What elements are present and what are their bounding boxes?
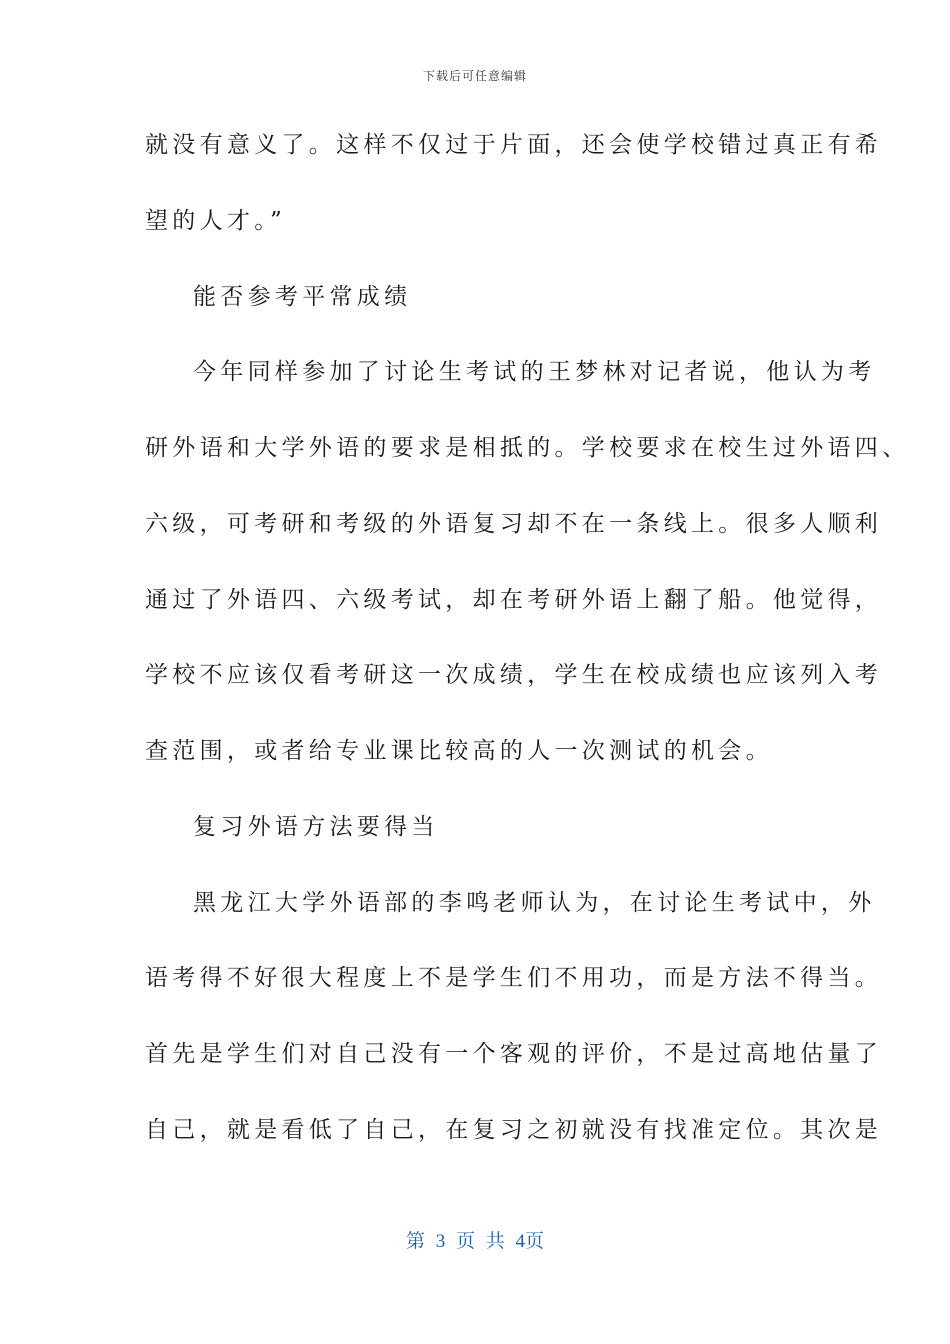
text-line: 就没有意义了。这样不仅过于片面，还会使学校错过真正有希 [145, 132, 883, 158]
text-line: 通过了外语四、六级考试，却在考研外语上翻了船。他觉得， [145, 587, 883, 613]
text-line: 六级，可考研和考级的外语复习却不在一条线上。很多人顺利 [145, 511, 883, 537]
page-footer: 第 3 页 共 4页 [405, 1231, 544, 1252]
text-line: 研外语和大学外语的要求是相抵的。学校要求在校生过外语四、 [145, 435, 910, 461]
page-header: 下载后可任意编辑 [422, 69, 527, 83]
text-line: 黑龙江大学外语部的李鸣老师认为，在讨论生考试中，外 [193, 890, 876, 916]
text-line: 首先是学生们对自己没有一个客观的评价，不是过高地估量了 [145, 1041, 883, 1067]
text-line: 今年同样参加了讨论生考试的王梦林对记者说，他认为考 [193, 359, 876, 385]
text-line: 自己，就是看低了自己，在复习之初就没有找准定位。其次是 [145, 1117, 883, 1143]
section-heading: 能否参考平常成绩 [193, 284, 412, 310]
text-line: 查范围，或者给专业课比较高的人一次测试的机会。 [145, 738, 773, 764]
text-line: 望的人才。” [145, 208, 287, 234]
text-line: 学校不应该仅看考研这一次成绩，学生在校成绩也应该列入考 [145, 662, 883, 688]
section-heading: 复习外语方法要得当 [193, 814, 439, 840]
text-line: 语考得不好很大程度上不是学生们不用功，而是方法不得当。 [145, 965, 883, 991]
